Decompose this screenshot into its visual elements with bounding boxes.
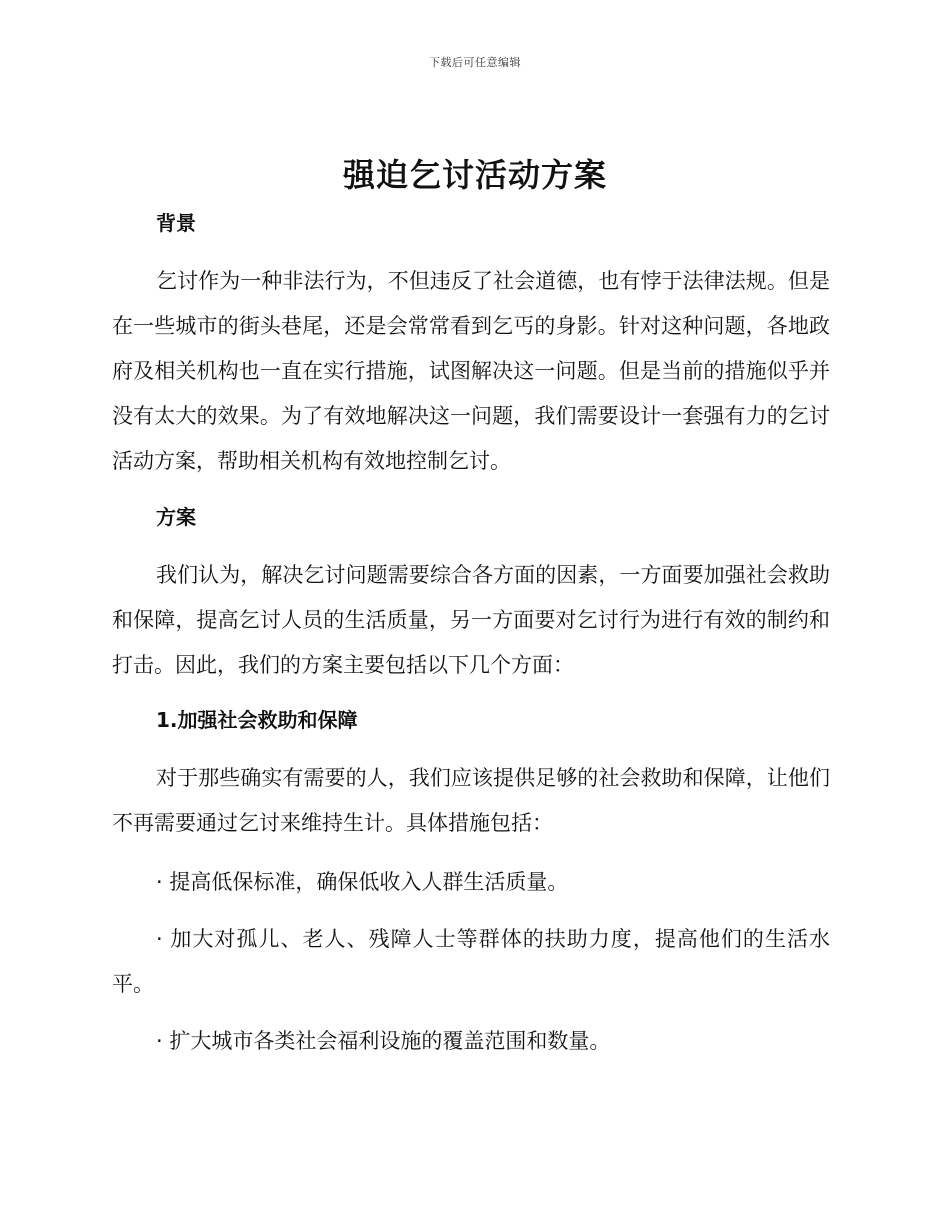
section-heading-background: 背景 xyxy=(156,211,196,235)
page-title: 强迫乞讨活动方案 xyxy=(342,156,607,194)
section-paragraph-item1: 对于那些确实有需要的人，我们应该提供足够的社会救助和保障，让他们不再需要通过乞讨来维持生计。具体措施包括： xyxy=(112,766,830,835)
section-paragraph-plan: 我们认为，解决乞讨问题需要综合各方面的因素，一方面要加强社会救助和保障，提高乞讨人员的生活质量，另一方面要对乞讨行为进行有效的制约和打击。因此，我们的方案主要包括以下几个方面： xyxy=(112,563,830,677)
section-heading-item1: 1.加强社会救助和保障 xyxy=(156,708,358,732)
document-body xyxy=(112,205,830,1064)
bullet-item: · 扩大城市各类社会福利设施的覆盖范围和数量。 xyxy=(156,1029,611,1053)
page-header-note: 下载后可任意编辑 xyxy=(429,56,521,69)
bullet-item: · 加大对孤儿、老人、残障人士等群体的扶助力度，提高他们的生活水平。 xyxy=(112,927,830,996)
bullet-item: · 提高低保标准，确保低收入人群生活质量。 xyxy=(156,870,569,894)
section-paragraph-background: 乞讨作为一种非法行为，不但违反了社会道德，也有悖于法律法规。但是在一些城市的街头巷尾，还是会常常看到乞丐的身影。针对这种问题，各地政府及相关机构也一直在实行措施，试图解决这一问题。但是当前的措施似乎并没有太大的效果。为了有效地解决这一问题，我们需要设计一套强有力的乞讨活动方案，帮助相关机构有效地控制乞讨。 xyxy=(112,269,830,473)
section-heading-plan: 方案 xyxy=(156,505,196,529)
